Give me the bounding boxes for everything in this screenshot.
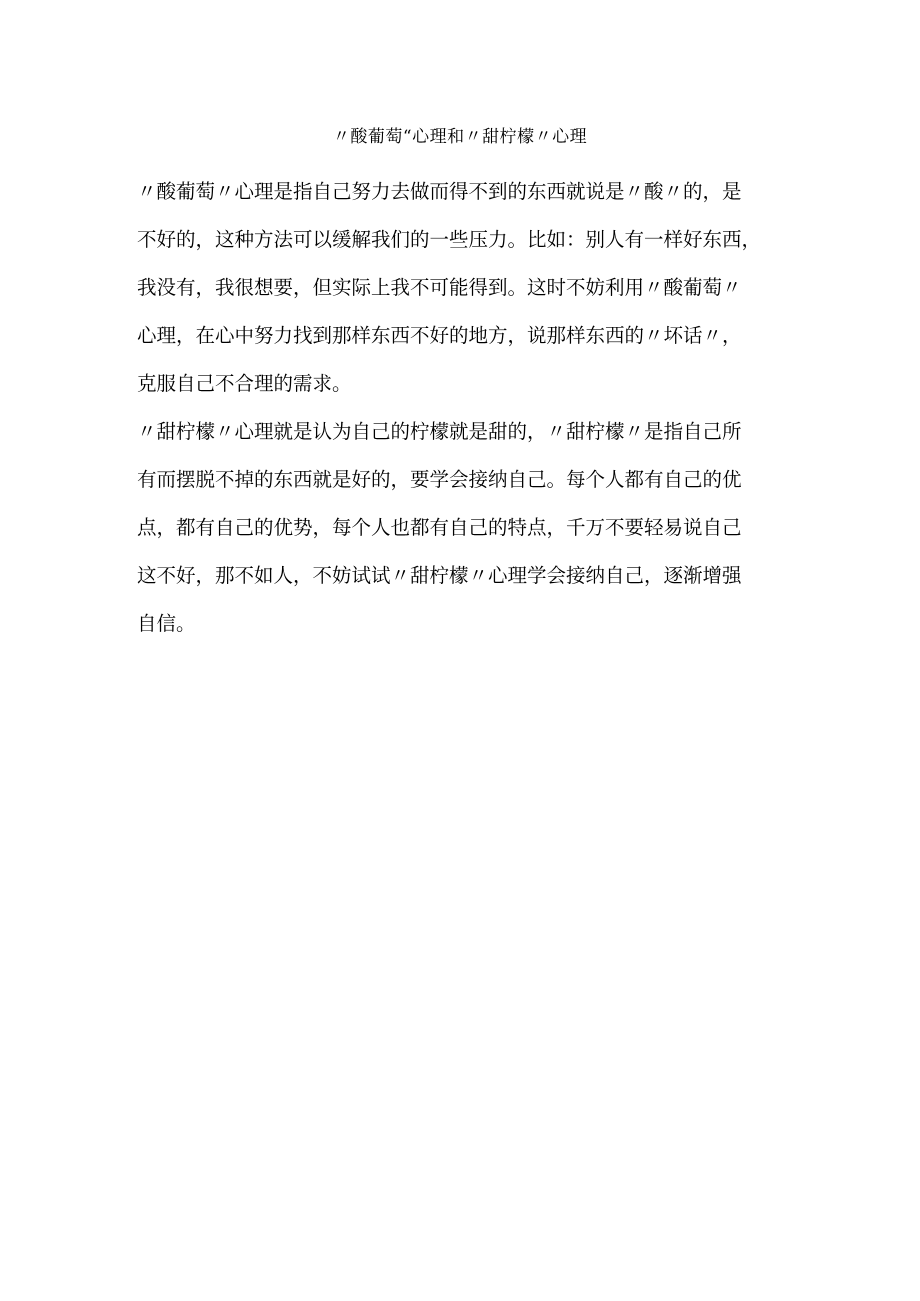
paragraph-line: 有而摆脱不掉的东西就是好的，要学会接纳自己。每个人都有自己的优 bbox=[137, 468, 742, 491]
paragraph-sweet-lemon bbox=[137, 408, 771, 648]
paragraph-line: 〃甜柠檬〃心理就是认为自己的柠檬就是甜的，〃甜柠檬〃是指自己所 bbox=[137, 420, 742, 443]
paragraph-line: 〃酸葡萄〃心理是指自己努力去做而得不到的东西就说是〃酸〃的，是 bbox=[137, 180, 742, 203]
paragraph-line: 点，都有自己的优势，每个人也都有自己的特点，千万不要轻易说自己 bbox=[137, 516, 742, 539]
paragraph-line: 这不好，那不如人，不妨试试〃甜柠檬〃心理学会接纳自己，逐渐增强 bbox=[137, 564, 742, 587]
document-title: 〃酸葡萄“心理和〃甜柠檬〃心理 bbox=[332, 127, 588, 147]
paragraph-line: 克服自己不合理的需求。 bbox=[137, 372, 352, 395]
paragraph-sour-grapes bbox=[137, 168, 771, 408]
document-body bbox=[137, 168, 771, 648]
paragraph-line: 自信。 bbox=[137, 612, 196, 635]
paragraph-line: 不好的，这种方法可以缓解我们的一些压力。比如：别人有一样好东西， bbox=[137, 228, 762, 251]
paragraph-line: 心理，在心中努力找到那样东西不好的地方，说那样东西的〃坏话〃， bbox=[137, 324, 742, 347]
paragraph-line: 我没有，我很想要，但实际上我不可能得到。这时不妨利用〃酸葡萄〃 bbox=[137, 276, 742, 299]
